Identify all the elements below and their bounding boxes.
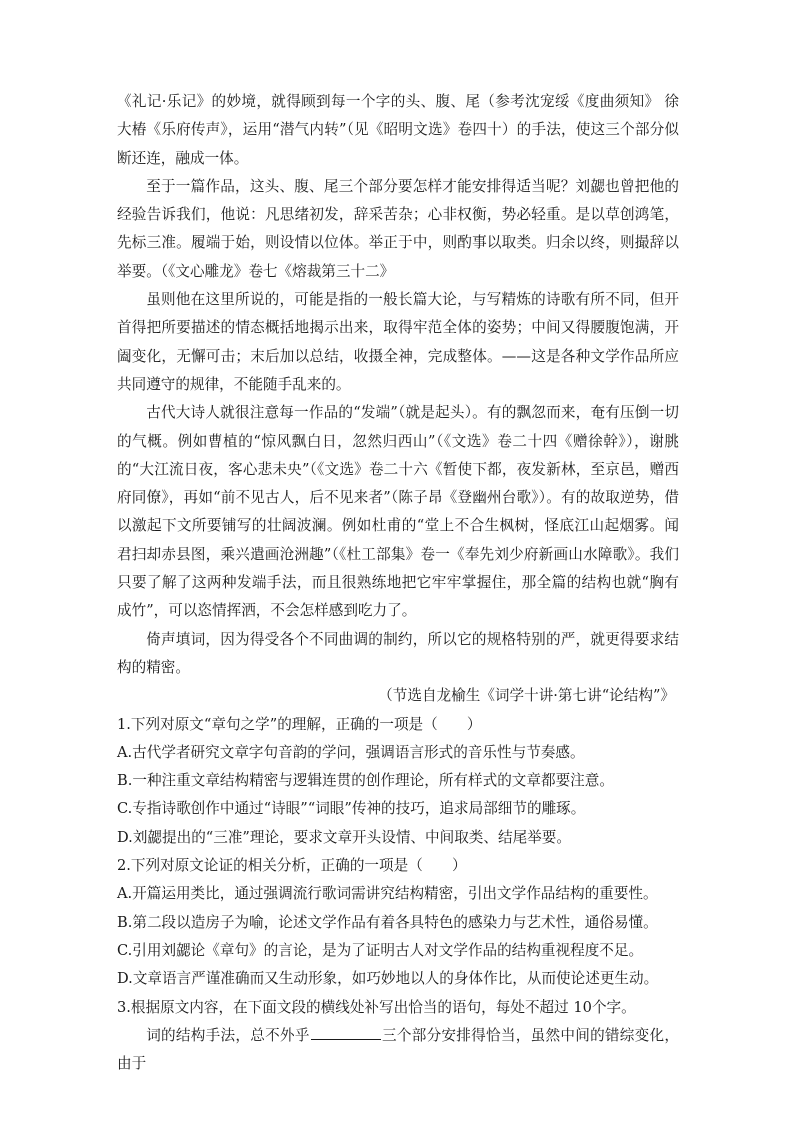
question-1-stem: 1.下列对原文“章句之学”的理解，正确的一项是（ ） — [117, 715, 482, 733]
passage-paragraph-4: 古代大诗人就很注意每一作品的“发端”（就是起头）。有的飘忽而来，奄有压倒一切的气概。例如曹植的“惊风飘白日，忽然归西山”（《文选》卷二十四《赠徐幹》），谢朓的“大江流日夜，客心悲未央”（《文选》卷二十六《暂使下都，夜发新林，至京邑，赠西府同僚》，再如“前不见古人，后不见来者”（陈子昂《登幽州台歌》）。有的故取逆势，借以激起下文所要铺写的壮阔波澜。例如杜甫的“堂上不合生枫树，怪底江山起烟雾。闻君扫却赤县图，乘兴遣画沧洲趣”（《杜工部集》卷一《奉先刘少府新画山水障歌》。我们只要了解了这两种发端手法，而且很熟练地把它牢牢掌握住，那全篇的结构也就“胸有成竹”，可以恣情挥洒，不会怎样感到吃力了。 — [117, 404, 679, 620]
document-page — [117, 88, 679, 1078]
question-2-option-c: C.引用刘勰论《章句》的言论，是为了证明古人对文学作品的结构重视程度不足。 — [117, 941, 644, 959]
question-1-option-b: B.一种注重文章结构精密与逻辑连贯的创作理论，所有样式的文章都要注意。 — [117, 772, 614, 790]
question-1-option-a: A.古代学者研究文章字句音韵的学问，强调语言形式的音乐性与节奏感。 — [117, 743, 585, 761]
passage-paragraph-2: 至于一篇作品，这头、腹、尾三个部分要怎样才能安排得适当呢？刘勰也曾把他的经验告诉我们，他说：凡思绪初发，辞采苦杂；心非权衡，势必轻重。是以草创鸿笔，先标三准。履端于始，则设情以位体。举正于中，则酌事以取类。归余以终，则撮辞以举要。（《文心雕龙》卷七《熔裁第三十二》 — [117, 177, 679, 280]
question-1-option-d: D.刘勰提出的“三准”理论，要求文章开头设情、中间取类、结尾举要。 — [117, 828, 571, 846]
question-3-fill-text — [117, 1022, 679, 1079]
question-2-option-b: B.第二段以造房子为喻，论述文学作品有着各具特色的感染力与艺术性，通俗易懂。 — [117, 913, 658, 931]
question-3-text-after: 三个部分安排得恰当，虽然中间的错综变化，由于 — [117, 1026, 679, 1073]
passage-source: （节选自龙榆生《词学十讲·第七讲“论结构”》 — [378, 687, 675, 705]
question-2-stem: 2.下列对原文论证的相关分析，正确的一项是（ ） — [117, 857, 467, 875]
passage-paragraph-3: 虽则他在这里所说的，可能是指的一般长篇大论，与写精炼的诗歌有所不同，但开首得把所要描述的情态概括地揭示出来，取得牢范全体的姿势；中间又得腰腹饱满，开阖变化，无懈可击；末后加以总结，收摄全神，完成整体。——这是各种文学作品所应共同遵守的规律，不能随手乱来的。 — [117, 291, 679, 393]
question-2-option-a: A.开篇运用类比，通过强调流行歌词需讲究结构精密，引出文学作品结构的重要性。 — [117, 885, 658, 903]
question-3-stem: 3.根据原文内容，在下面文段的横线处补写出恰当的语句，每处不超过 10个字。 — [117, 998, 636, 1016]
question-1-option-c: C.专指诗歌创作中通过“诗眼”“词眼”传神的技巧，追求局部细节的雕琢。 — [117, 800, 586, 818]
question-3-text-before: 词的结构手法，总不外乎 — [146, 1026, 310, 1044]
question-2-option-d: D.文章语言严谨准确而又生动形象，如巧妙地以人的身体作比，从而使论述更生动。 — [117, 970, 659, 988]
answer-blank[interactable] — [311, 1025, 381, 1040]
passage-paragraph-1: 《礼记·乐记》的妙境，就得顾到每一个字的头、腹、尾（参考沈宠绥《度曲须知》 徐大椿《乐府传声》，运用“潜气内转”（见《昭明文选》卷四十）的手法，使这三个部分似断还连，融成一体。 — [117, 93, 679, 167]
passage-paragraph-5: 倚声填词，因为得受各个不同曲调的制约，所以它的规格特别的严，就更得要求结构的精密。 — [117, 630, 679, 676]
